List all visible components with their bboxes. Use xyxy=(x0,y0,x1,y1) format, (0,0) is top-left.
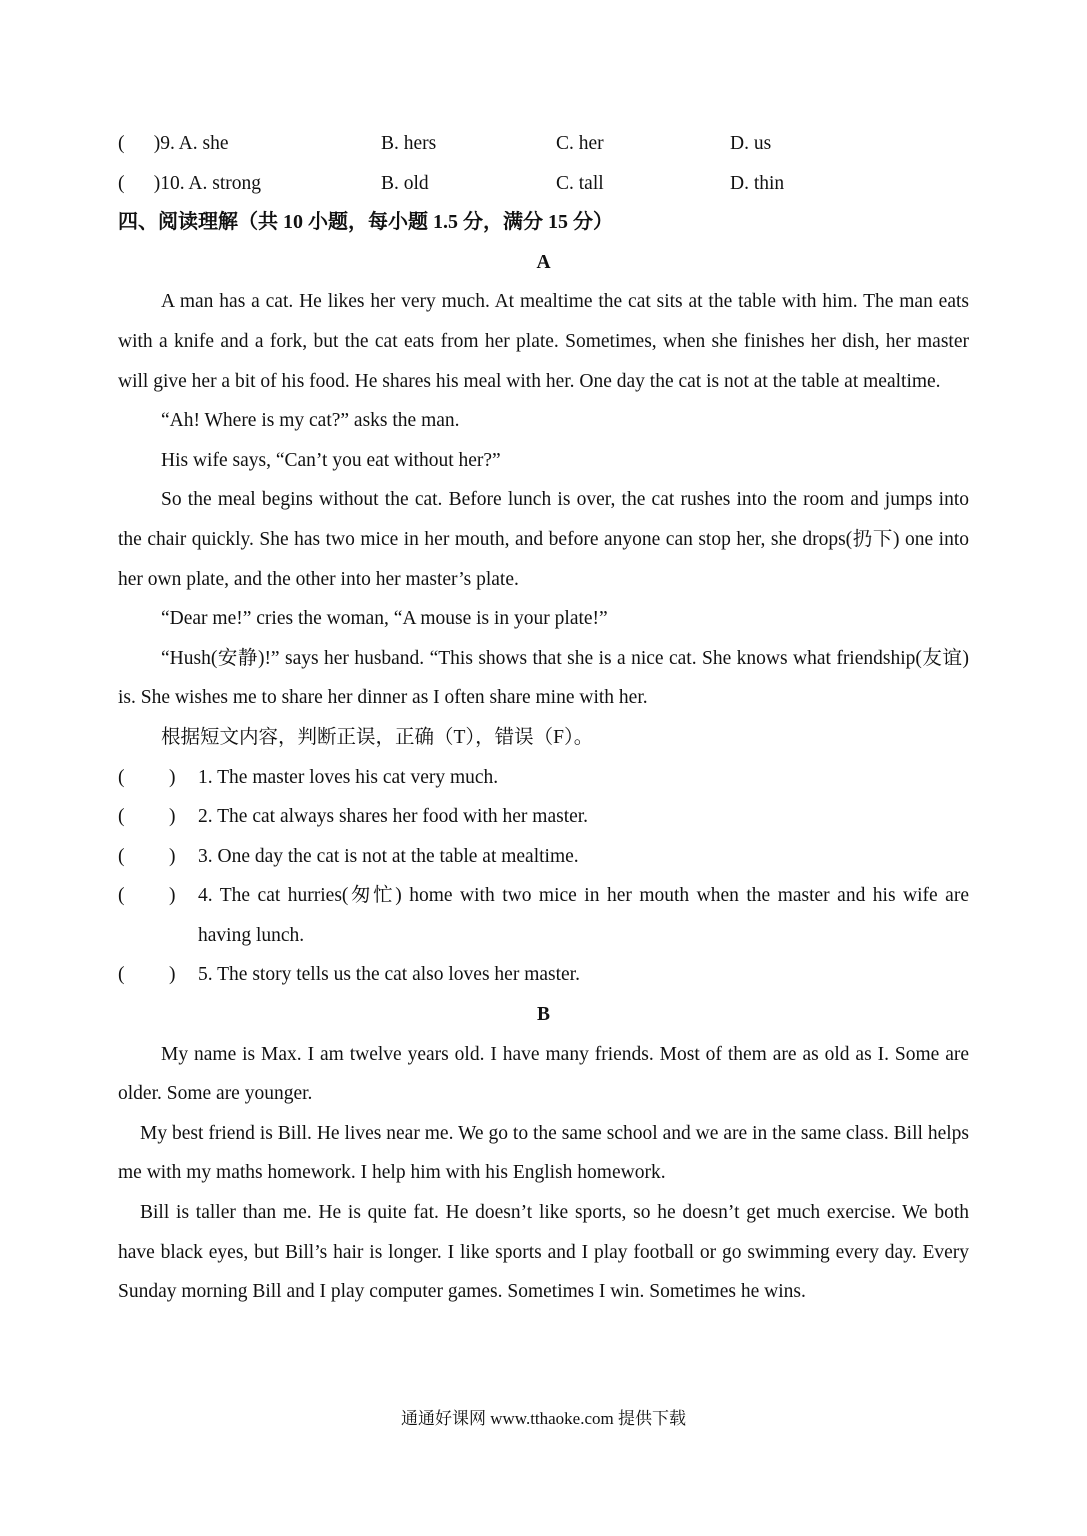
passage-a-paragraph-5: “Dear me!” cries the woman, “A mouse is in your plate!” xyxy=(161,608,608,630)
option-c: C. her xyxy=(556,133,604,154)
passage-a-paragraph-2: “Ah! Where is my cat?” asks the man. xyxy=(161,410,460,432)
item-text: 5. The story tells us the cat also loves her master. xyxy=(198,964,580,986)
answer-blank[interactable]: ( xyxy=(118,885,125,907)
judgement-item-3: ( ) 3. One day the cat is not at the table at mealtime. xyxy=(118,837,969,877)
item-text: 3. One day the cat is not at the table at mealtime. xyxy=(198,845,579,867)
answer-blank[interactable]: ( xyxy=(118,964,125,986)
passage-b-paragraph-2: My best friend is Bill. He lives near me. We go to the same school and we are in the same class. Bill helps me with my maths homework. I help him with his English homework. xyxy=(118,1122,969,1184)
question-10-stem: ( )10. A. strong xyxy=(118,172,261,194)
judgement-item-1: ( ) 1. The master loves his cat very much. xyxy=(118,758,969,798)
answer-blank[interactable]: ( xyxy=(118,766,125,788)
passage-a-paragraph-4: So the meal begins without the cat. Before lunch is over, the cat rushes into the room and jumps into the chair quickly. She has two mice in her mouth, and before anyone can stop her, she drops(扔下) one into her own plate, and the other into her master’s plate. xyxy=(118,489,969,590)
passage-b-paragraph-3: Bill is taller than me. He is quite fat. He doesn’t like sports, so he doesn’t get much exercise. We both have black eyes, but Bill’s hair is longer. I like sports and I play football or go swimming every day. Every Sunday morning Bill and I play computer games. Sometimes I win. Sometimes he wins. xyxy=(118,1202,969,1303)
section-title: 四、阅读理解（共 10 小题，每小题 1.5 分，满分 15 分） xyxy=(118,211,613,234)
passage-b-paragraph-1: My name is Max. I am twelve years old. I have many friends. Most of them are as old as I. Some are older. Some are younger. xyxy=(118,1043,969,1105)
question-10-options xyxy=(118,164,969,204)
judgement-item-2: ( ) 2. The cat always shares her food with her master. xyxy=(118,797,969,837)
item-text: 2. The cat always shares her food with her master. xyxy=(198,806,589,828)
option-c: C. tall xyxy=(556,172,604,194)
option-b: B. hers xyxy=(381,133,437,154)
option-d: D. thin xyxy=(730,172,785,194)
question-9-options xyxy=(118,124,969,164)
passage-b-heading: B xyxy=(536,1004,550,1026)
judgement-item-5: ( ) 5. The story tells us the cat also loves her master. xyxy=(118,955,969,995)
option-d: D. us xyxy=(730,133,772,154)
passage-a-paragraph-1: A man has a cat. He likes her very much. At mealtime the cat sits at the table with him. The man eats with a knife and a fork, but the cat eats from her plate. Sometimes, when she finishes her dish, her master will give her a bit of his food. He shares his meal with her. One day the cat is not at the table at mealtime. xyxy=(118,291,969,392)
answer-blank[interactable]: ( xyxy=(118,806,125,828)
judgement-item-4: ( ) 4. The cat hurries(匆忙) home with two mice in her mouth when the master and his wife are having lunch. xyxy=(118,876,969,955)
item-text: 1. The master loves his cat very much. xyxy=(198,766,499,788)
passage-a-paragraph-3: His wife says, “Can’t you eat without her?” xyxy=(161,449,501,471)
passage-a-instruction: 根据短文内容，判断正误，正确（T），错误（F）。 xyxy=(161,726,594,748)
document-page xyxy=(118,124,969,1312)
answer-blank[interactable]: ( xyxy=(118,845,125,867)
passage-a-heading: A xyxy=(536,251,551,273)
item-text: 4. The cat hurries(匆忙) home with two mice in her mouth when the master and his wife are having lunch. xyxy=(198,885,969,946)
option-b: B. old xyxy=(381,172,429,194)
passage-a-paragraph-6: “Hush(安静)!” says her husband. “This shows that she is a nice cat. She knows what friendship(友谊) is. She wishes me to share her dinner as I often share mine with her. xyxy=(118,647,969,709)
question-9-stem: ( )9. A. she xyxy=(118,133,229,154)
page-footer: 通通好课网 www.tthaoke.com 提供下载 xyxy=(400,1409,687,1428)
